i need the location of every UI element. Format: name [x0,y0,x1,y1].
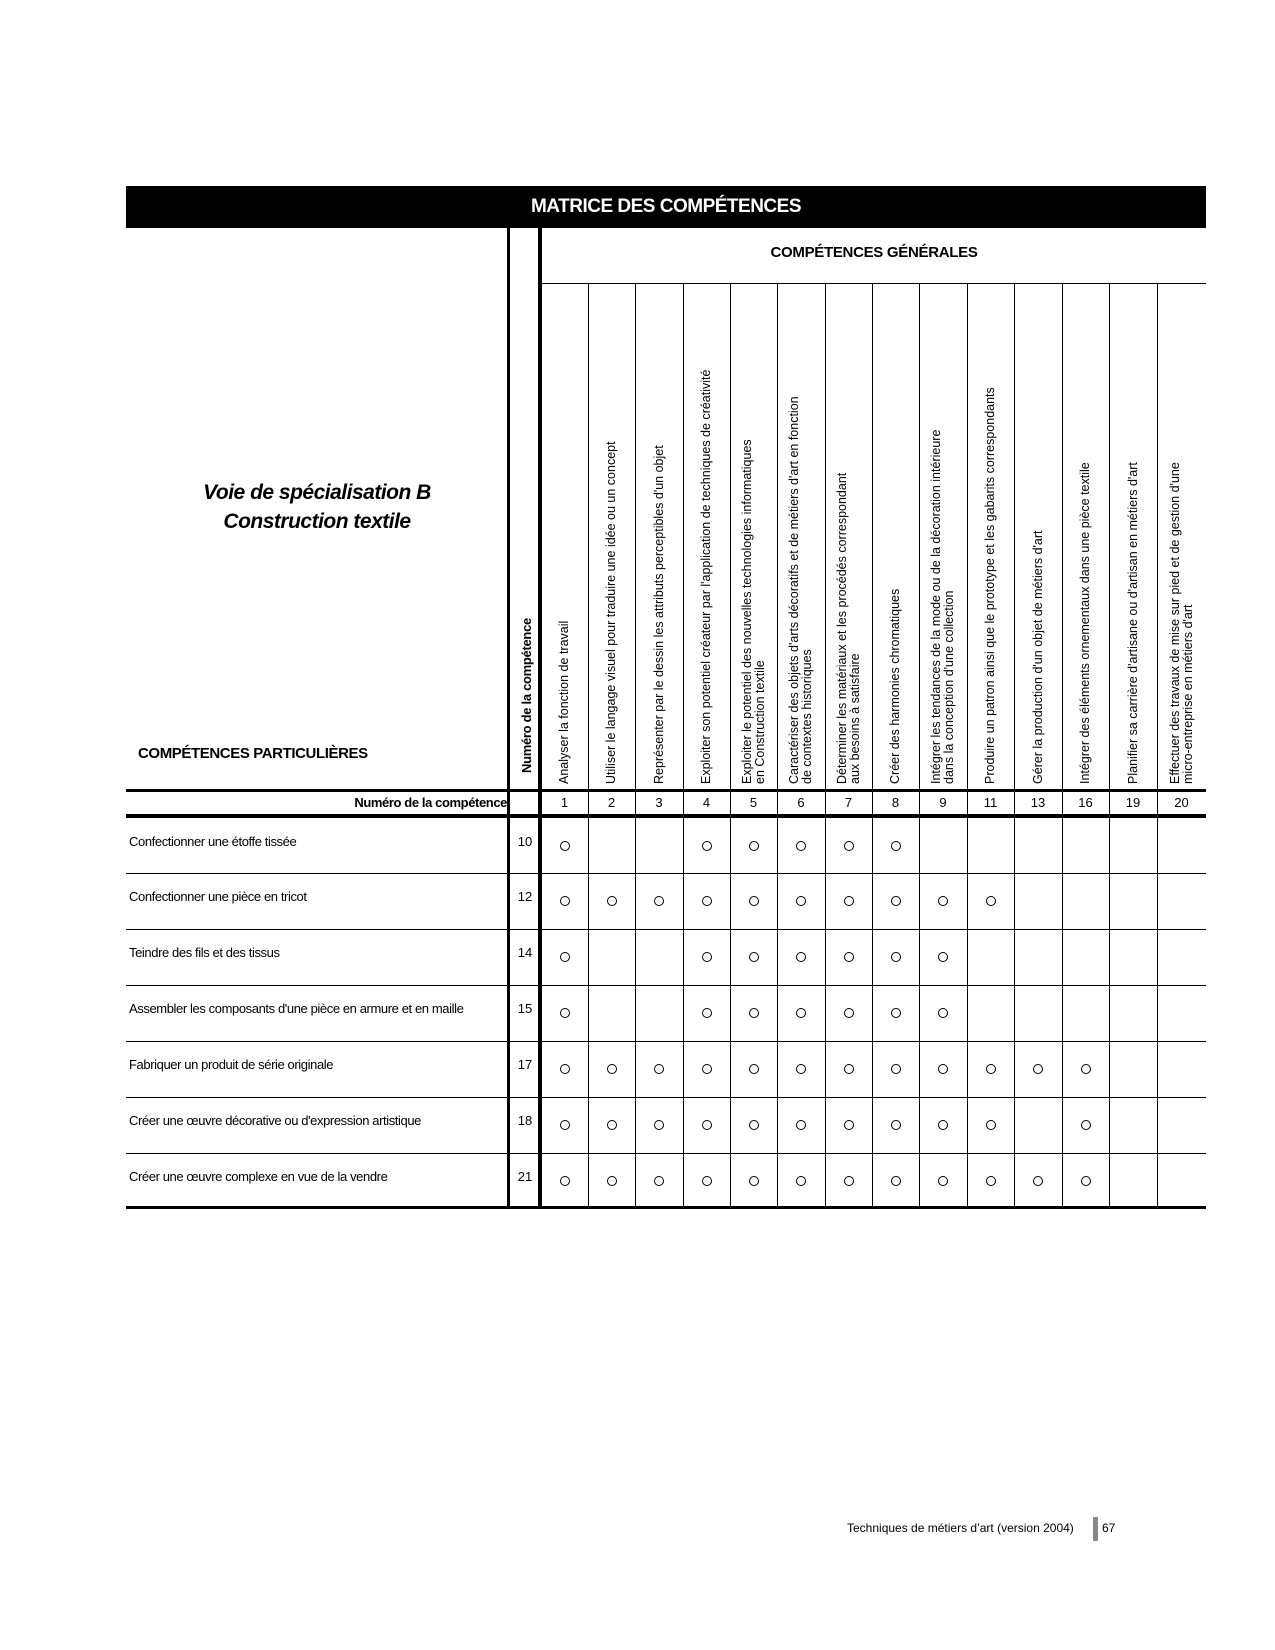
specialisation-line-1: Voie de spécialisation B [203,481,431,504]
competency-link-mark [702,1064,712,1074]
competency-link-mark [749,1176,759,1186]
competency-link-mark [749,952,759,962]
general-competency-title [836,473,862,784]
competency-link-mark [938,1120,948,1130]
particular-competency-number: 21 [517,1168,533,1184]
general-competency-number: 4 [702,795,711,810]
general-competency-title-line: Créer des harmonies chromatiques [888,588,902,784]
general-competency-title-line: de contextes historiques [800,649,814,784]
competency-link-mark [654,896,664,906]
general-competency-title-line: aux besoins à satisfaire [847,653,862,784]
competency-link-mark [844,1176,854,1186]
general-competency-title [653,445,666,784]
competency-link-mark [844,1120,854,1130]
general-competency-header [777,288,825,788]
competency-link-mark [749,1120,759,1130]
competency-link-mark [891,1008,901,1018]
competency-link-mark [938,1176,948,1186]
competency-link-mark [560,841,570,851]
general-competency-title-line: dans la conception d'une collection [942,590,956,784]
competency-link-mark [844,952,854,962]
competency-link-mark [796,841,806,851]
general-competency-title [700,370,713,784]
general-competency-title-line: Intégrer les tendances de la mode ou de la décoration intérieure [929,429,943,784]
competency-link-mark [560,1008,570,1018]
general-competency-title-line: micro-entreprise en métiers d'art [1180,604,1195,784]
general-competency-title-line: Caractériser des objets d'arts décoratifs et de métiers d'art en fonction [787,396,801,784]
general-competency-number: 1 [560,795,569,810]
particular-competency-label: Teindre des fils et des tissus [129,945,280,960]
general-competency-title-line: Représenter par le dessin les attributs perceptibles d'un objet [651,445,666,784]
general-competency-title [605,441,618,784]
competency-link-mark [1033,1064,1043,1074]
general-competency-number: 13 [1030,795,1046,810]
general-competency-header [1157,288,1206,788]
row-divider [126,1097,1206,1098]
particular-competency-label: Fabriquer un produit de série originale [129,1057,334,1072]
competency-number-header-text: Numéro de la compétence [519,618,534,773]
competency-link-mark [891,1064,901,1074]
competency-link-mark [986,1176,996,1186]
competency-link-mark [844,1008,854,1018]
competency-link-mark [891,841,901,851]
competency-link-mark [844,841,854,851]
competency-link-mark [749,841,759,851]
row-divider [126,929,1206,930]
row-divider [126,985,1206,986]
general-competency-number: 6 [797,795,805,810]
competency-link-mark [654,1176,664,1186]
general-header-rule [541,283,1206,284]
matrix-title: MATRICE DES COMPÉTENCES [126,186,1206,228]
header-bottom-rule [126,789,1206,792]
general-competency-title [558,621,571,784]
general-competency-title [741,439,767,784]
particular-competency-number: 18 [517,1113,533,1128]
particular-competency-number: 12 [517,889,533,904]
particular-competency-label: Confectionner une étoffe tissée [129,833,297,849]
general-competency-header [967,288,1014,788]
number-row-label: Numéro de la compétence [354,795,507,810]
competency-link-mark [796,1008,806,1018]
general-competency-title-line: Gérer la production d'un objet de métiers d'art [1030,530,1045,784]
general-competency-title-line: Exploiter son potentiel créateur par l'application de techniques de créativité [699,369,713,784]
particular-competency-number: 17 [517,1057,533,1072]
competency-link-mark [891,896,901,906]
competency-link-mark [796,896,806,906]
competency-link-mark [607,1120,617,1130]
general-competency-title-line: Effectuer des travaux de mise sur pied et de gestion d'une [1167,462,1182,784]
general-competency-title-line: Intégrer des éléments ornementaux dans une pièce textile [1078,462,1092,784]
specialisation-title [126,478,508,536]
competency-link-mark [938,952,948,962]
general-competency-title-line: en Construction textile [752,660,767,784]
competency-link-mark [986,1120,996,1130]
particular-competency-number: 10 [517,833,533,849]
competency-link-mark [796,1120,806,1130]
general-competencies-label: COMPÉTENCES GÉNÉRALES [770,244,978,261]
competency-link-mark [1081,1176,1091,1186]
general-competency-number: 2 [607,795,616,810]
row-divider [126,1153,1206,1154]
particular-competency-number: 15 [517,1001,533,1016]
general-competency-header [635,288,683,788]
competency-link-mark [702,1176,712,1186]
general-competency-number: 3 [655,795,663,810]
general-competency-title-line: Utiliser le langage visuel pour traduire une idée ou un concept [604,441,618,784]
competency-link-mark [607,1176,617,1186]
row-divider [126,1041,1206,1042]
general-competency-header [1109,288,1157,788]
row-divider [126,873,1206,874]
specialisation-line-2: Construction textile [223,510,411,533]
competency-link-mark [702,841,712,851]
competency-link-mark [796,1176,806,1186]
competency-link-mark [654,1064,664,1074]
competency-link-mark [702,1120,712,1130]
page-number: 67 [1102,1521,1116,1535]
competency-link-mark [607,1064,617,1074]
general-competency-title [1127,462,1140,784]
general-competency-title-line: Produire un patron ainsi que le prototype et les gabarits correspondants [983,387,997,784]
number-row-rule [126,814,1206,818]
competency-link-mark [607,896,617,906]
competency-link-mark [654,1120,664,1130]
competency-link-mark [749,1064,759,1074]
competency-link-mark [560,1176,570,1186]
particular-competency-label: Confectionner une pièce en tricot [129,889,307,904]
competency-link-mark [702,896,712,906]
general-competency-header [730,288,777,788]
general-competency-number: 20 [1174,795,1189,810]
competency-link-mark [844,1064,854,1074]
competency-link-mark [749,1008,759,1018]
competency-link-mark [986,1064,996,1074]
competency-link-mark [702,1008,712,1018]
general-competency-title-line: Analyser la fonction de travail [557,620,571,784]
competency-link-mark [796,1064,806,1074]
general-competency-header [1014,288,1062,788]
competency-link-mark [891,952,901,962]
competency-link-mark [1081,1064,1091,1074]
general-competency-number: 8 [891,795,900,810]
competency-link-mark [796,952,806,962]
general-competency-header [1062,288,1109,788]
general-competency-title-line: Déterminer les matériaux et les procédés correspondant [834,472,849,784]
footer-text: Techniques de métiers d’art (version 2004) [847,1521,1074,1535]
competency-number-header [511,288,541,788]
general-competency-header [541,288,588,788]
competency-link-mark [560,1120,570,1130]
competency-link-mark [844,896,854,906]
competency-link-mark [986,896,996,906]
general-competency-header [683,288,730,788]
footer-divider [1093,1517,1098,1541]
general-competency-number: 9 [939,795,947,810]
particular-competency-label: Créer une œuvre décorative ou d'expression artistique [129,1113,421,1128]
competency-link-mark [560,952,570,962]
general-competency-number: 7 [844,795,853,810]
general-competency-title-line: Planifier sa carrière d'artisane ou d'artisan en métiers d'art [1125,462,1140,784]
competency-link-mark [560,896,570,906]
general-competency-title [930,430,956,784]
competency-link-mark [702,952,712,962]
general-competency-number: 5 [749,795,758,810]
general-competency-title [984,387,997,784]
general-competency-number: 19 [1125,795,1141,810]
competency-link-mark [938,1008,948,1018]
general-competency-header [588,288,635,788]
competency-link-mark [1033,1176,1043,1186]
competency-link-mark [891,1176,901,1186]
general-competency-header [825,288,872,788]
general-competency-title [1079,462,1092,784]
general-competency-title [1032,530,1045,784]
particular-competencies-label: COMPÉTENCES PARTICULIÈRES [138,745,368,762]
competency-link-mark [560,1064,570,1074]
general-competency-number: 16 [1078,795,1093,810]
competency-link-mark [749,896,759,906]
particular-competency-number: 14 [517,945,533,960]
general-competency-title-line: Exploiter le potentiel des nouvelles technologies informatiques [739,439,754,784]
particular-competency-label: Assembler les composants d'une pièce en armure et en maille [129,1001,464,1016]
general-competency-header [919,288,967,788]
general-competency-title [1169,462,1195,784]
particular-competency-label: Créer une œuvre complexe en vue de la vendre [129,1168,388,1184]
competency-link-mark [938,896,948,906]
competency-link-mark [938,1064,948,1074]
general-competency-title [889,589,902,784]
general-competency-header [872,288,919,788]
general-competency-title [788,396,814,784]
table-bottom-rule [126,1206,1206,1209]
competency-link-mark [1081,1120,1091,1130]
general-competency-number: 11 [983,795,998,810]
competency-link-mark [891,1120,901,1130]
